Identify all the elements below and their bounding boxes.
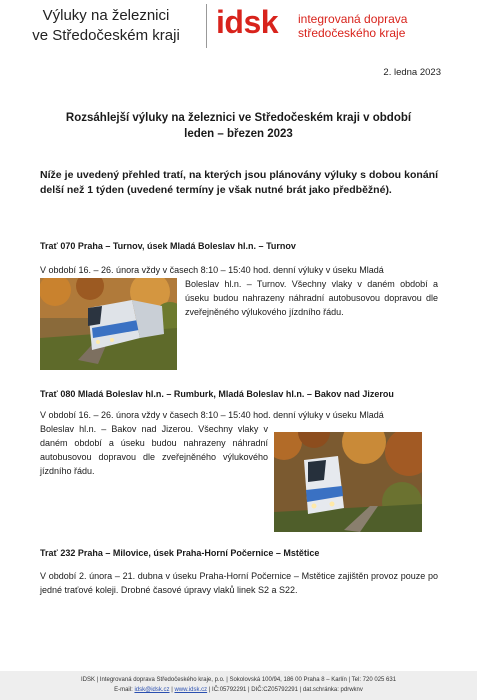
footer-ids: | IČ:05792291 | DIČ:CZ05792291 | dat.schránka: pdrwknv (208, 687, 363, 693)
footer-email-link[interactable]: idsk@idsk.cz (134, 687, 170, 693)
intro-paragraph: Níže je uvedený přehled tratí, na kterých jsou plánovány výluky s dobou konání delší než 1 týden (uvedené termíny je však nutné brát jako předběžné). (40, 169, 438, 196)
document-title-line1: Rozsáhlejší výluky na železnici ve Středočeském kraji v období (65, 112, 412, 124)
train-photo-autumn-2 (274, 432, 422, 532)
header-title-line1: Výluky na železnici (42, 7, 170, 24)
train-photo-autumn-1-image (40, 278, 177, 370)
footer-line2 (0, 687, 477, 693)
document-date: 2. ledna 2023 (383, 67, 441, 78)
header-title-line2: ve Středočeském kraji (32, 27, 180, 44)
section-heading-232: Trať 232 Praha – Milovice, úsek Praha-Horní Počernice – Mstětice (40, 548, 320, 558)
section-080-line1: V období 16. – 26. února vždy v časech 8:10 – 15:40 hod. denní výluky v úseku Mladá (40, 410, 384, 420)
section-heading-070: Trať 070 Praha – Turnov, úsek Mladá Boleslav hl.n. – Turnov (40, 241, 296, 251)
footer-separator: | (171, 687, 173, 693)
footer-email-label: E-mail: (114, 687, 133, 693)
document-title (42, 110, 435, 142)
section-070-text: Boleslav hl.n. – Turnov. Všechny vlaky v daném období a úseku budou nahrazeny náhradní autobusovou dopravou dle zveřejněného výlukového jízdního řádu. (185, 279, 438, 317)
document-header (0, 0, 477, 52)
logo-tagline (298, 12, 407, 40)
document-title-line2: leden – březen 2023 (184, 128, 293, 140)
train-photo-autumn-1 (40, 278, 177, 370)
header-divider (206, 4, 207, 48)
train-photo-autumn-2-image (274, 432, 422, 532)
section-heading-080: Trať 080 Mladá Boleslav hl.n. – Rumburk, Mladá Boleslav hl.n. – Bakov nad Jizerou (40, 389, 394, 399)
section-080-text: Boleslav hl.n. – Bakov nad Jizerou. Všechny vlaky v daném období a úseku budou nahrazeny náhradní autobusovou dopravou dle zveřejněného výlukového jízdního řádu. (40, 424, 268, 476)
footer-web-link[interactable]: www.idsk.cz (174, 687, 208, 693)
logo-tagline-line1: integrovaná doprava (298, 12, 408, 26)
section-232-text: V období 2. února – 21. dubna v úseku Praha-Horní Počernice – Mstětice zajištěn provoz pouze po jedné traťové koleji. Drobné časové úpravy vlaků linek S2 a S22. (40, 571, 438, 595)
logo-tagline-line2: středočeského kraje (298, 26, 406, 40)
footer-line1: IDSK | Integrovaná doprava Středočeského kraje, p.o. | Sokolovská 100/94, 186 00 Praha 8 – Karlín | Tel: 720 025 631 (80, 677, 397, 683)
header-title (18, 6, 194, 46)
document-footer (0, 671, 477, 700)
logo-mark: idsk (216, 4, 279, 40)
section-070-line1: V období 16. – 26. února vždy v časech 8:10 – 15:40 hod. denní výluky v úseku Mladá (40, 265, 384, 275)
